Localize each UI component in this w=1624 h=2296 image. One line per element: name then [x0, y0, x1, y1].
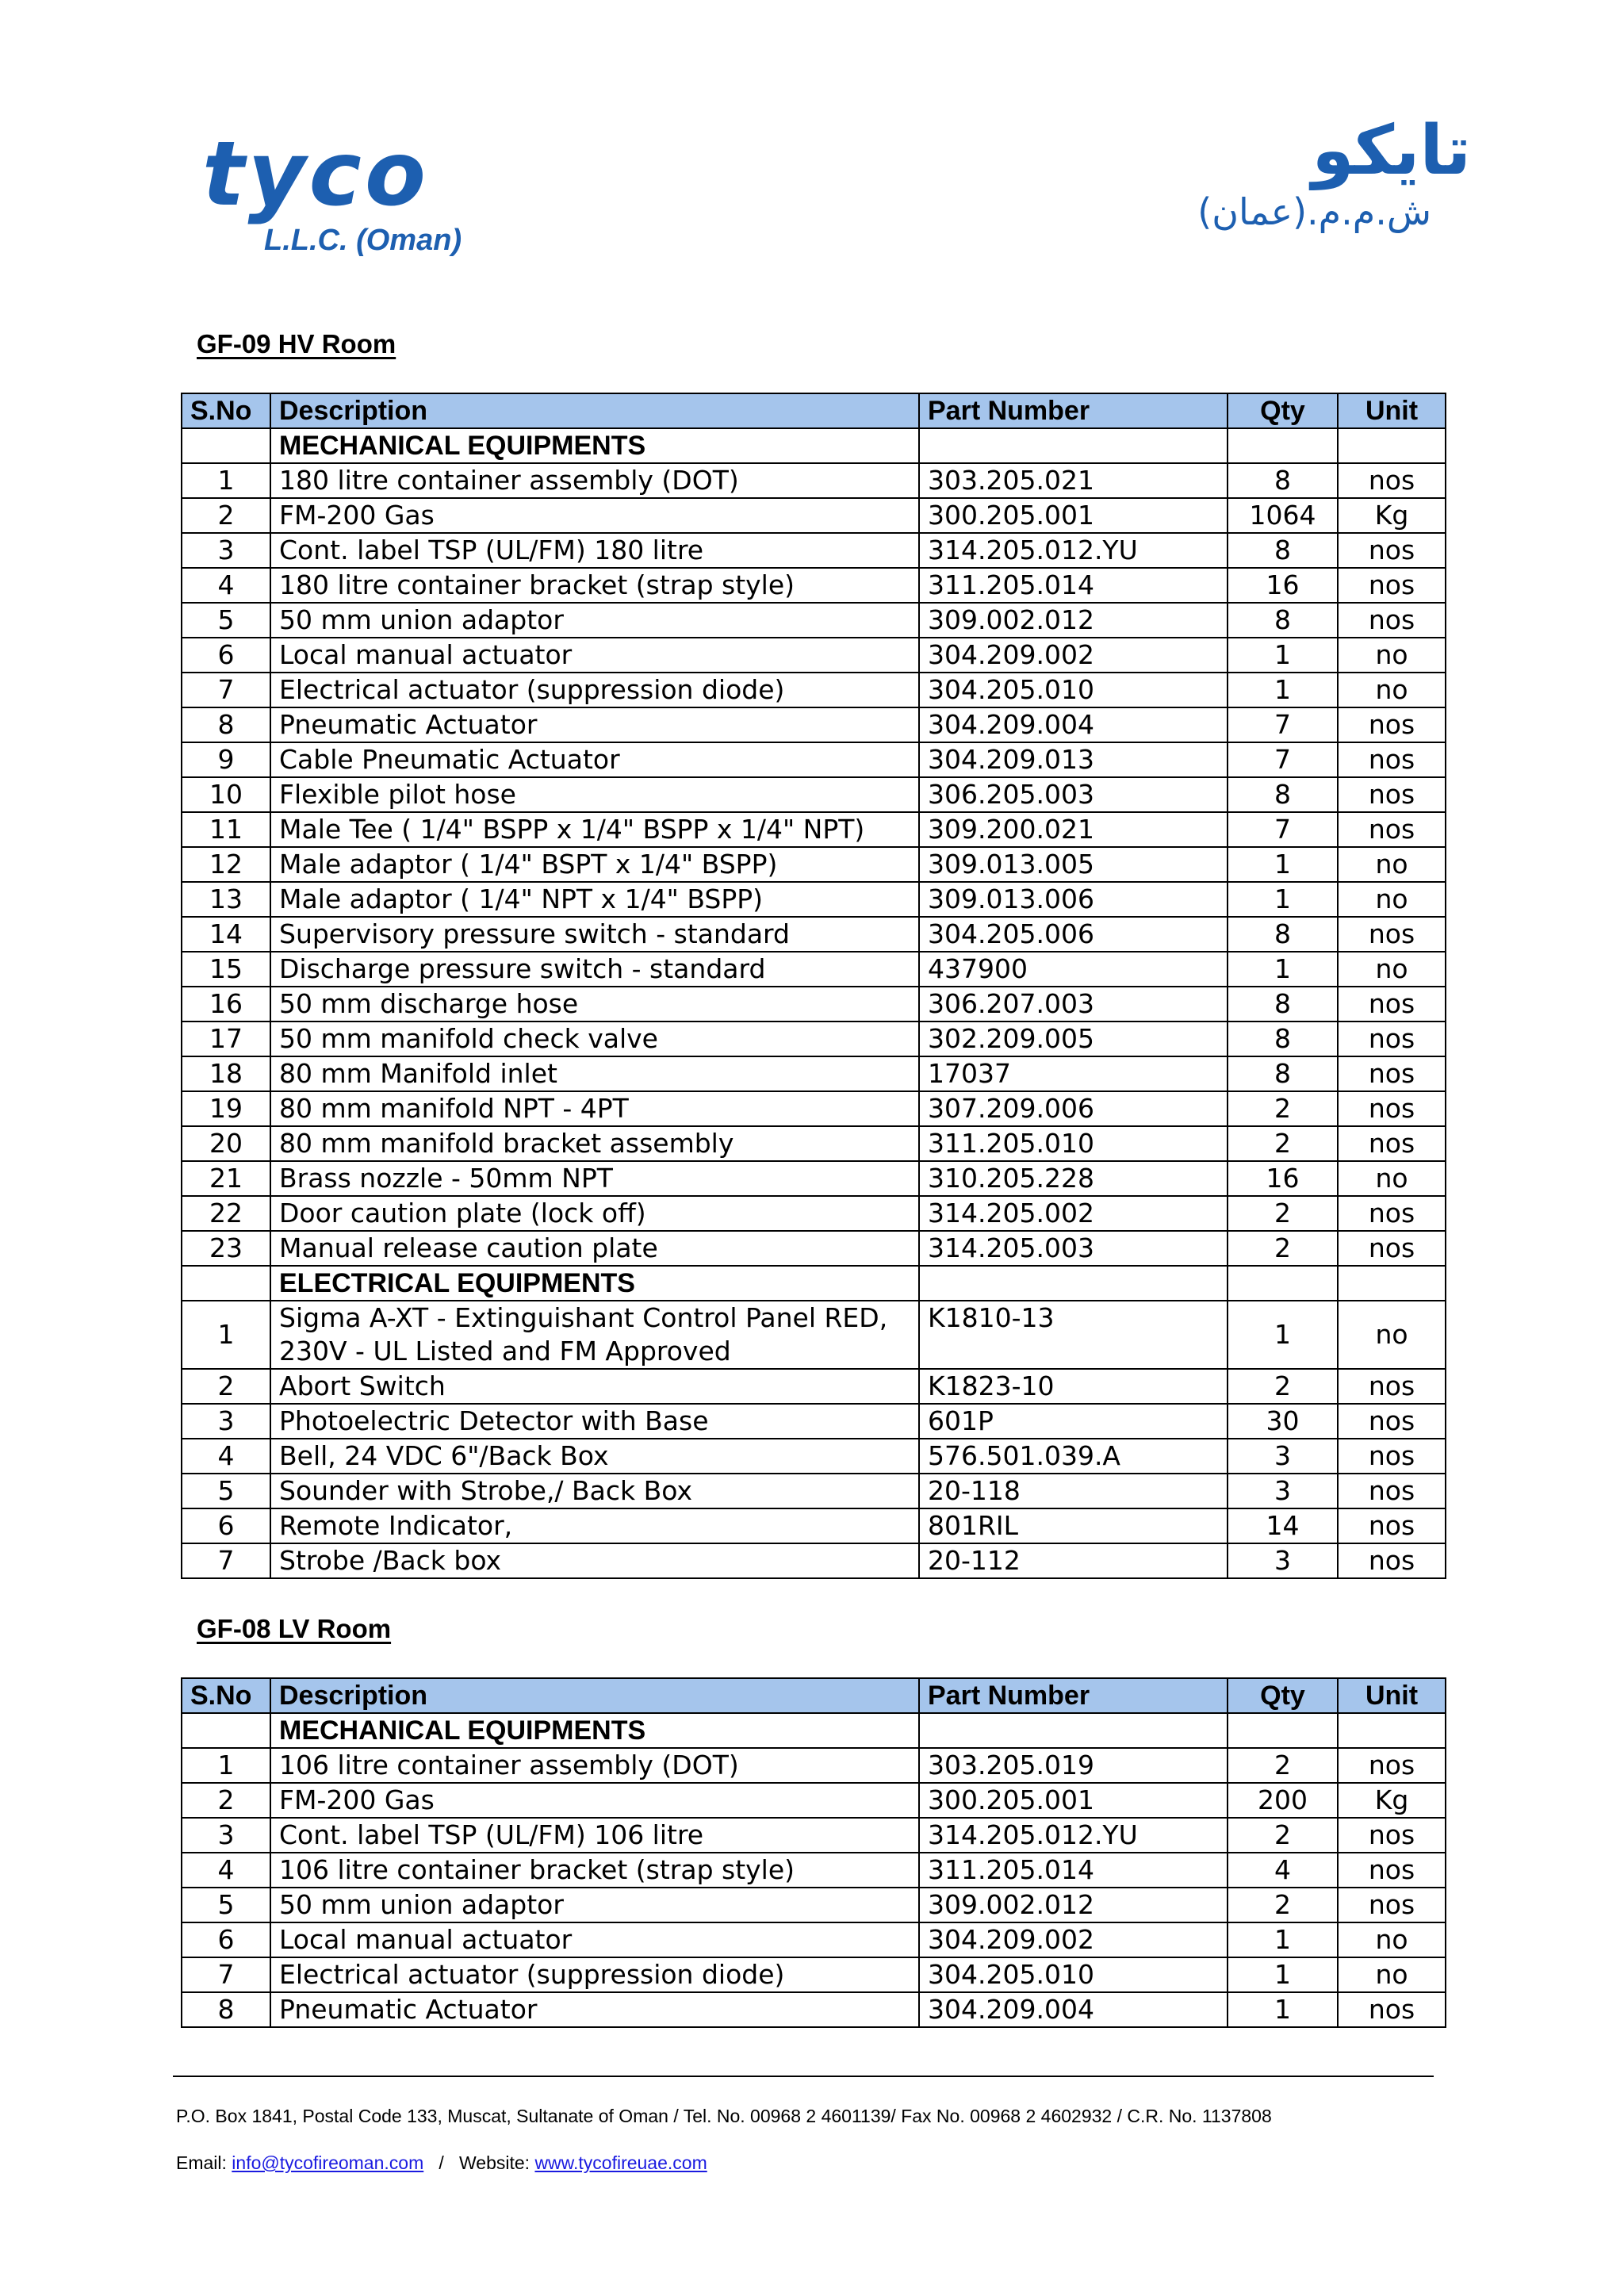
cell-unit: no	[1338, 1161, 1446, 1196]
cell-unit: nos	[1338, 1818, 1446, 1853]
cell-description: 80 mm manifold bracket assembly	[270, 1126, 919, 1161]
table-row	[182, 1992, 1446, 2027]
cell-description: Supervisory pressure switch - standard	[270, 917, 919, 952]
cell-sno: 18	[182, 1056, 270, 1091]
table-group-row	[182, 1266, 1446, 1301]
cell-description: Electrical actuator (suppression diode)	[270, 673, 919, 707]
cell-sno: 6	[182, 1922, 270, 1957]
cell-sno: 6	[182, 1508, 270, 1543]
group-label: ELECTRICAL EQUIPMENTS	[270, 1266, 919, 1301]
cell-qty: 1	[1228, 952, 1338, 987]
table-row	[182, 1508, 1446, 1543]
cell-sno: 16	[182, 987, 270, 1022]
table-row	[182, 1369, 1446, 1404]
cell-description: 50 mm manifold check valve	[270, 1022, 919, 1056]
cell-sno: 8	[182, 1992, 270, 2027]
table-row	[182, 847, 1446, 882]
cell-sno: 13	[182, 882, 270, 917]
cell-unit: nos	[1338, 1474, 1446, 1508]
cell-qty: 2	[1228, 1748, 1338, 1783]
cell-description: Strobe /Back box	[270, 1543, 919, 1578]
cell-part-number: 314.205.012.YU	[919, 533, 1228, 568]
cell-part-number: 576.501.039.A	[919, 1439, 1228, 1474]
table-row	[182, 533, 1446, 568]
cell-description: FM-200 Gas	[270, 1783, 919, 1818]
cell-unit: nos	[1338, 1022, 1446, 1056]
cell-part-number: 304.209.002	[919, 638, 1228, 673]
cell-unit: no	[1338, 1957, 1446, 1992]
table-row	[182, 638, 1446, 673]
cell-description: Sigma A-XT - Extinguishant Control Panel RED, 230V - UL Listed and FM Approved	[270, 1301, 919, 1369]
cell-description: Cont. label TSP (UL/FM) 180 litre	[270, 533, 919, 568]
cell-qty: 1	[1228, 673, 1338, 707]
cell-part-number: 311.205.014	[919, 1853, 1228, 1888]
cell-sno: 3	[182, 1404, 270, 1439]
group-label: MECHANICAL EQUIPMENTS	[270, 428, 919, 463]
cell-qty: 8	[1228, 777, 1338, 812]
section-title-lv-room: GF-08 LV Room	[197, 1614, 392, 1643]
cell-description: 180 litre container assembly (DOT)	[270, 463, 919, 498]
cell-description: Brass nozzle - 50mm NPT	[270, 1161, 919, 1196]
cell-sno: 2	[182, 1369, 270, 1404]
cell-part-number: 309.002.012	[919, 603, 1228, 638]
tyco-logo	[202, 123, 488, 270]
group-empty-cell	[1228, 428, 1338, 463]
col-header-part-number: Part Number	[919, 393, 1228, 428]
cell-unit: nos	[1338, 777, 1446, 812]
cell-part-number: 304.205.006	[919, 917, 1228, 952]
cell-description: Flexible pilot hose	[270, 777, 919, 812]
cell-part-number: K1810-13	[919, 1301, 1228, 1369]
table-row	[182, 987, 1446, 1022]
cell-sno: 4	[182, 1439, 270, 1474]
cell-description: FM-200 Gas	[270, 498, 919, 533]
cell-description: 80 mm manifold NPT - 4PT	[270, 1091, 919, 1126]
cell-qty: 8	[1228, 1056, 1338, 1091]
cell-description: Manual release caution plate	[270, 1231, 919, 1266]
footer-address: P.O. Box 1841, Postal Code 133, Muscat, Sultanate of Oman / Tel. No. 00968 2 4601139/ Fax No. 00968 2 4602932 / C.R. No. 1137808	[176, 2106, 1272, 2126]
group-empty-cell	[919, 1713, 1228, 1748]
cell-part-number: 302.209.005	[919, 1022, 1228, 1056]
table-row	[182, 1922, 1446, 1957]
cell-unit: nos	[1338, 533, 1446, 568]
cell-description: Cont. label TSP (UL/FM) 106 litre	[270, 1818, 919, 1853]
cell-sno: 15	[182, 952, 270, 987]
table-row	[182, 673, 1446, 707]
group-empty-cell	[1338, 1713, 1446, 1748]
cell-sno: 17	[182, 1022, 270, 1056]
table-row	[182, 812, 1446, 847]
cell-unit: nos	[1338, 1404, 1446, 1439]
cell-qty: 4	[1228, 1853, 1338, 1888]
cell-unit: nos	[1338, 1126, 1446, 1161]
tyco-arabic-wordmark: تايكو	[1312, 111, 1471, 190]
cell-description: Male Tee ( 1/4" BSPP x 1/4" BSPP x 1/4" NPT)	[270, 812, 919, 847]
table-row	[182, 1091, 1446, 1126]
group-empty-cell	[182, 1713, 270, 1748]
tyco-logo-subtitle: L.L.C. (Oman)	[264, 224, 462, 257]
table-row	[182, 498, 1446, 533]
cell-sno: 3	[182, 533, 270, 568]
cell-unit: nos	[1338, 1439, 1446, 1474]
tyco-arabic-subtitle: ش.م.م.(عمان)	[1197, 190, 1431, 233]
cell-part-number: 304.209.013	[919, 742, 1228, 777]
table-row	[182, 777, 1446, 812]
cell-part-number: 309.013.005	[919, 847, 1228, 882]
table-header-row	[182, 1678, 1446, 1713]
cell-qty: 2	[1228, 1231, 1338, 1266]
cell-qty: 1	[1228, 1301, 1338, 1369]
cell-sno: 10	[182, 777, 270, 812]
cell-description: 80 mm Manifold inlet	[270, 1056, 919, 1091]
equipment-table-hv-room	[181, 393, 1446, 1579]
cell-part-number: 601P	[919, 1404, 1228, 1439]
table-row	[182, 1957, 1446, 1992]
cell-description: 106 litre container bracket (strap style)	[270, 1853, 919, 1888]
cell-sno: 5	[182, 603, 270, 638]
cell-part-number: 314.205.003	[919, 1231, 1228, 1266]
col-header-unit: Unit	[1338, 393, 1446, 428]
table-row	[182, 1439, 1446, 1474]
cell-qty: 1	[1228, 1992, 1338, 2027]
cell-description: Sounder with Strobe,/ Back Box	[270, 1474, 919, 1508]
cell-qty: 1	[1228, 1922, 1338, 1957]
group-empty-cell	[182, 1266, 270, 1301]
cell-unit: Kg	[1338, 498, 1446, 533]
table-row	[182, 1853, 1446, 1888]
cell-qty: 8	[1228, 917, 1338, 952]
cell-sno: 7	[182, 1957, 270, 1992]
cell-part-number: 304.209.002	[919, 1922, 1228, 1957]
cell-sno: 4	[182, 1853, 270, 1888]
cell-part-number: 304.209.004	[919, 1992, 1228, 2027]
footer-separator: /	[439, 2152, 444, 2173]
cell-qty: 1	[1228, 882, 1338, 917]
table-row	[182, 882, 1446, 917]
group-label: MECHANICAL EQUIPMENTS	[270, 1713, 919, 1748]
group-empty-cell	[1338, 1266, 1446, 1301]
group-empty-cell	[919, 1266, 1228, 1301]
cell-part-number: 20-112	[919, 1543, 1228, 1578]
cell-description: 50 mm union adaptor	[270, 603, 919, 638]
table-row	[182, 1748, 1446, 1783]
cell-unit: nos	[1338, 1853, 1446, 1888]
cell-qty: 2	[1228, 1091, 1338, 1126]
cell-sno: 19	[182, 1091, 270, 1126]
cell-qty: 1	[1228, 1957, 1338, 1992]
group-empty-cell	[1228, 1266, 1338, 1301]
cell-qty: 1064	[1228, 498, 1338, 533]
cell-unit: nos	[1338, 1231, 1446, 1266]
cell-qty: 8	[1228, 533, 1338, 568]
cell-description: Male adaptor ( 1/4" NPT x 1/4" BSPP)	[270, 882, 919, 917]
table-row	[182, 1022, 1446, 1056]
tyco-logo-wordmark: tyco	[202, 123, 429, 226]
tyco-arabic-logo	[1197, 111, 1471, 238]
cell-unit: nos	[1338, 1369, 1446, 1404]
table-row	[182, 1196, 1446, 1231]
cell-sno: 1	[182, 463, 270, 498]
table-header-row	[182, 393, 1446, 428]
cell-qty: 7	[1228, 742, 1338, 777]
cell-sno: 1	[182, 1301, 270, 1369]
table-row	[182, 917, 1446, 952]
table-row	[182, 463, 1446, 498]
cell-sno: 5	[182, 1888, 270, 1922]
equipment-table-lv-room	[181, 1677, 1446, 2028]
cell-qty: 3	[1228, 1543, 1338, 1578]
cell-part-number: 309.013.006	[919, 882, 1228, 917]
cell-unit: nos	[1338, 1056, 1446, 1091]
table-row	[182, 1301, 1446, 1369]
footer-contact	[176, 2152, 707, 2174]
table-row	[182, 1543, 1446, 1578]
cell-description: Remote Indicator,	[270, 1508, 919, 1543]
cell-qty: 1	[1228, 847, 1338, 882]
cell-unit: nos	[1338, 987, 1446, 1022]
cell-part-number: 314.205.012.YU	[919, 1818, 1228, 1853]
cell-unit: nos	[1338, 1992, 1446, 2027]
table-row	[182, 568, 1446, 603]
table-row	[182, 1818, 1446, 1853]
cell-description: Discharge pressure switch - standard	[270, 952, 919, 987]
cell-unit: nos	[1338, 742, 1446, 777]
col-header-description: Description	[270, 1678, 919, 1713]
cell-unit: no	[1338, 673, 1446, 707]
footer-email-link[interactable]: info@tycofireoman.com	[232, 2152, 424, 2173]
cell-qty: 30	[1228, 1404, 1338, 1439]
cell-part-number: 300.205.001	[919, 1783, 1228, 1818]
group-empty-cell	[182, 428, 270, 463]
section-title-hv-room: GF-09 HV Room	[197, 329, 396, 358]
cell-description: Pneumatic Actuator	[270, 1992, 919, 2027]
cell-unit: nos	[1338, 1888, 1446, 1922]
cell-qty: 8	[1228, 603, 1338, 638]
cell-qty: 2	[1228, 1369, 1338, 1404]
cell-part-number: 306.207.003	[919, 987, 1228, 1022]
cell-qty: 8	[1228, 987, 1338, 1022]
cell-description: Local manual actuator	[270, 1922, 919, 1957]
table-group-row	[182, 428, 1446, 463]
cell-qty: 16	[1228, 1161, 1338, 1196]
cell-unit: nos	[1338, 463, 1446, 498]
cell-sno: 2	[182, 498, 270, 533]
table-row	[182, 952, 1446, 987]
cell-sno: 14	[182, 917, 270, 952]
cell-part-number: 306.205.003	[919, 777, 1228, 812]
cell-description: Door caution plate (lock off)	[270, 1196, 919, 1231]
cell-unit: nos	[1338, 707, 1446, 742]
col-header-sno: S.No	[182, 393, 270, 428]
cell-unit: no	[1338, 952, 1446, 987]
cell-part-number: 311.205.010	[919, 1126, 1228, 1161]
col-header-sno: S.No	[182, 1678, 270, 1713]
cell-qty: 2	[1228, 1196, 1338, 1231]
col-header-unit: Unit	[1338, 1678, 1446, 1713]
cell-qty: 2	[1228, 1888, 1338, 1922]
cell-unit: nos	[1338, 568, 1446, 603]
cell-description: Electrical actuator (suppression diode)	[270, 1957, 919, 1992]
cell-qty: 14	[1228, 1508, 1338, 1543]
cell-sno: 23	[182, 1231, 270, 1266]
cell-part-number: K1823-10	[919, 1369, 1228, 1404]
cell-part-number: 314.205.002	[919, 1196, 1228, 1231]
cell-qty: 7	[1228, 707, 1338, 742]
group-empty-cell	[919, 428, 1228, 463]
cell-part-number: 20-118	[919, 1474, 1228, 1508]
cell-unit: nos	[1338, 812, 1446, 847]
table-row	[182, 1126, 1446, 1161]
col-header-description: Description	[270, 393, 919, 428]
group-empty-cell	[1338, 428, 1446, 463]
col-header-qty: Qty	[1228, 1678, 1338, 1713]
table-row	[182, 1474, 1446, 1508]
table-row	[182, 1404, 1446, 1439]
cell-qty: 8	[1228, 463, 1338, 498]
footer-email-label: Email:	[176, 2152, 227, 2173]
cell-unit: no	[1338, 847, 1446, 882]
cell-description: 106 litre container assembly (DOT)	[270, 1748, 919, 1783]
cell-description: 50 mm union adaptor	[270, 1888, 919, 1922]
cell-qty: 3	[1228, 1439, 1338, 1474]
footer-divider	[173, 2076, 1434, 2077]
cell-description: Cable Pneumatic Actuator	[270, 742, 919, 777]
cell-unit: nos	[1338, 917, 1446, 952]
cell-unit: nos	[1338, 1508, 1446, 1543]
cell-qty: 200	[1228, 1783, 1338, 1818]
footer-website-label: Website:	[458, 2152, 530, 2173]
cell-unit: nos	[1338, 1543, 1446, 1578]
cell-description: Local manual actuator	[270, 638, 919, 673]
cell-sno: 9	[182, 742, 270, 777]
cell-sno: 1	[182, 1748, 270, 1783]
cell-part-number: 17037	[919, 1056, 1228, 1091]
table-row	[182, 742, 1446, 777]
cell-qty: 8	[1228, 1022, 1338, 1056]
cell-unit: no	[1338, 882, 1446, 917]
cell-part-number: 304.205.010	[919, 673, 1228, 707]
table-row	[182, 1783, 1446, 1818]
cell-qty: 7	[1228, 812, 1338, 847]
table-row	[182, 1888, 1446, 1922]
cell-unit: Kg	[1338, 1783, 1446, 1818]
cell-sno: 4	[182, 568, 270, 603]
cell-sno: 3	[182, 1818, 270, 1853]
col-header-qty: Qty	[1228, 393, 1338, 428]
cell-unit: nos	[1338, 1091, 1446, 1126]
cell-part-number: 311.205.014	[919, 568, 1228, 603]
cell-description: Photoelectric Detector with Base	[270, 1404, 919, 1439]
cell-unit: no	[1338, 638, 1446, 673]
cell-sno: 12	[182, 847, 270, 882]
footer-website-link[interactable]: www.tycofireuae.com	[534, 2152, 707, 2173]
cell-part-number: 303.205.021	[919, 463, 1228, 498]
cell-sno: 11	[182, 812, 270, 847]
cell-qty: 16	[1228, 568, 1338, 603]
cell-sno: 21	[182, 1161, 270, 1196]
cell-qty: 2	[1228, 1818, 1338, 1853]
cell-part-number: 309.002.012	[919, 1888, 1228, 1922]
cell-part-number: 307.209.006	[919, 1091, 1228, 1126]
cell-description: Abort Switch	[270, 1369, 919, 1404]
group-empty-cell	[1228, 1713, 1338, 1748]
cell-part-number: 310.205.228	[919, 1161, 1228, 1196]
cell-sno: 20	[182, 1126, 270, 1161]
cell-unit: nos	[1338, 1748, 1446, 1783]
cell-unit: nos	[1338, 603, 1446, 638]
cell-part-number: 304.205.010	[919, 1957, 1228, 1992]
cell-sno: 5	[182, 1474, 270, 1508]
cell-description: 50 mm discharge hose	[270, 987, 919, 1022]
cell-sno: 2	[182, 1783, 270, 1818]
col-header-part-number: Part Number	[919, 1678, 1228, 1713]
cell-unit: no	[1338, 1922, 1446, 1957]
table-row	[182, 707, 1446, 742]
cell-part-number: 801RIL	[919, 1508, 1228, 1543]
cell-description: Bell, 24 VDC 6"/Back Box	[270, 1439, 919, 1474]
cell-sno: 22	[182, 1196, 270, 1231]
table-row	[182, 603, 1446, 638]
cell-part-number: 300.205.001	[919, 498, 1228, 533]
table-row	[182, 1056, 1446, 1091]
cell-description: Pneumatic Actuator	[270, 707, 919, 742]
cell-sno: 8	[182, 707, 270, 742]
cell-part-number: 437900	[919, 952, 1228, 987]
cell-part-number: 304.209.004	[919, 707, 1228, 742]
table-group-row	[182, 1713, 1446, 1748]
cell-part-number: 303.205.019	[919, 1748, 1228, 1783]
table-row	[182, 1161, 1446, 1196]
cell-qty: 2	[1228, 1126, 1338, 1161]
cell-sno: 7	[182, 1543, 270, 1578]
cell-part-number: 309.200.021	[919, 812, 1228, 847]
cell-unit: no	[1338, 1301, 1446, 1369]
cell-sno: 7	[182, 673, 270, 707]
cell-qty: 3	[1228, 1474, 1338, 1508]
cell-description: 180 litre container bracket (strap style)	[270, 568, 919, 603]
cell-qty: 1	[1228, 638, 1338, 673]
cell-sno: 6	[182, 638, 270, 673]
cell-unit: nos	[1338, 1196, 1446, 1231]
cell-description: Male adaptor ( 1/4" BSPT x 1/4" BSPP)	[270, 847, 919, 882]
table-row	[182, 1231, 1446, 1266]
